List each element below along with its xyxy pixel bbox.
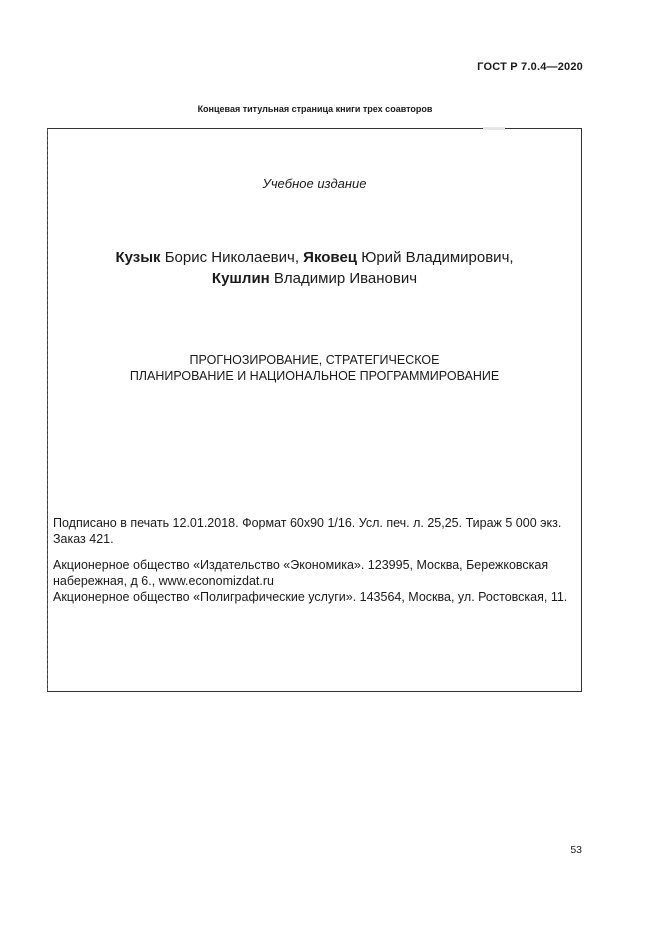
edition-type: Учебное издание: [262, 176, 367, 191]
imprint-block: [53, 515, 575, 605]
author-surname: Кушлин: [211, 270, 270, 287]
title-page-frame: [47, 128, 582, 692]
printer-info: Акционерное общество «Полиграфические услуги». 143564, Москва, ул. Ростовская, 11.: [53, 590, 568, 604]
author-surname: Яковец: [303, 249, 358, 266]
print-info: Подписано в печать 12.01.2018. Формат 60x90 1/16. Усл. печ. л. 25,25. Тираж 5 000 экз. Заказ 421.: [53, 516, 562, 546]
scan-mark: [483, 127, 505, 130]
author-given-names: Борис Николаевич,: [164, 249, 299, 266]
authors-block: [48, 247, 581, 289]
figure-caption: Концевая титульная страница книги трех соавторов: [197, 104, 433, 114]
book-title: [48, 352, 581, 384]
authors-line-1: [48, 247, 581, 268]
author-given-names: Владимир Иванович: [273, 270, 418, 287]
standard-code: ГОСТ Р 7.0.4—2020: [477, 61, 583, 73]
page-number: 53: [570, 844, 582, 856]
author-surname: Кузык: [115, 249, 161, 266]
publisher-info: Акционерное общество «Издательство «Экономика». 123995, Москва, Бережковская набережная, д 6., www.economizdat.ru: [53, 558, 549, 588]
authors-line-2: [48, 268, 581, 289]
author-given-names: Юрий Владимирович,: [361, 249, 514, 266]
book-title-line-1: ПРОГНОЗИРОВАНИЕ, СТРАТЕГИЧЕСКОЕ: [189, 353, 440, 367]
frame-left-edge: [47, 129, 48, 691]
book-title-line-2: ПЛАНИРОВАНИЕ И НАЦИОНАЛЬНОЕ ПРОГРАММИРОВАНИЕ: [129, 369, 500, 383]
